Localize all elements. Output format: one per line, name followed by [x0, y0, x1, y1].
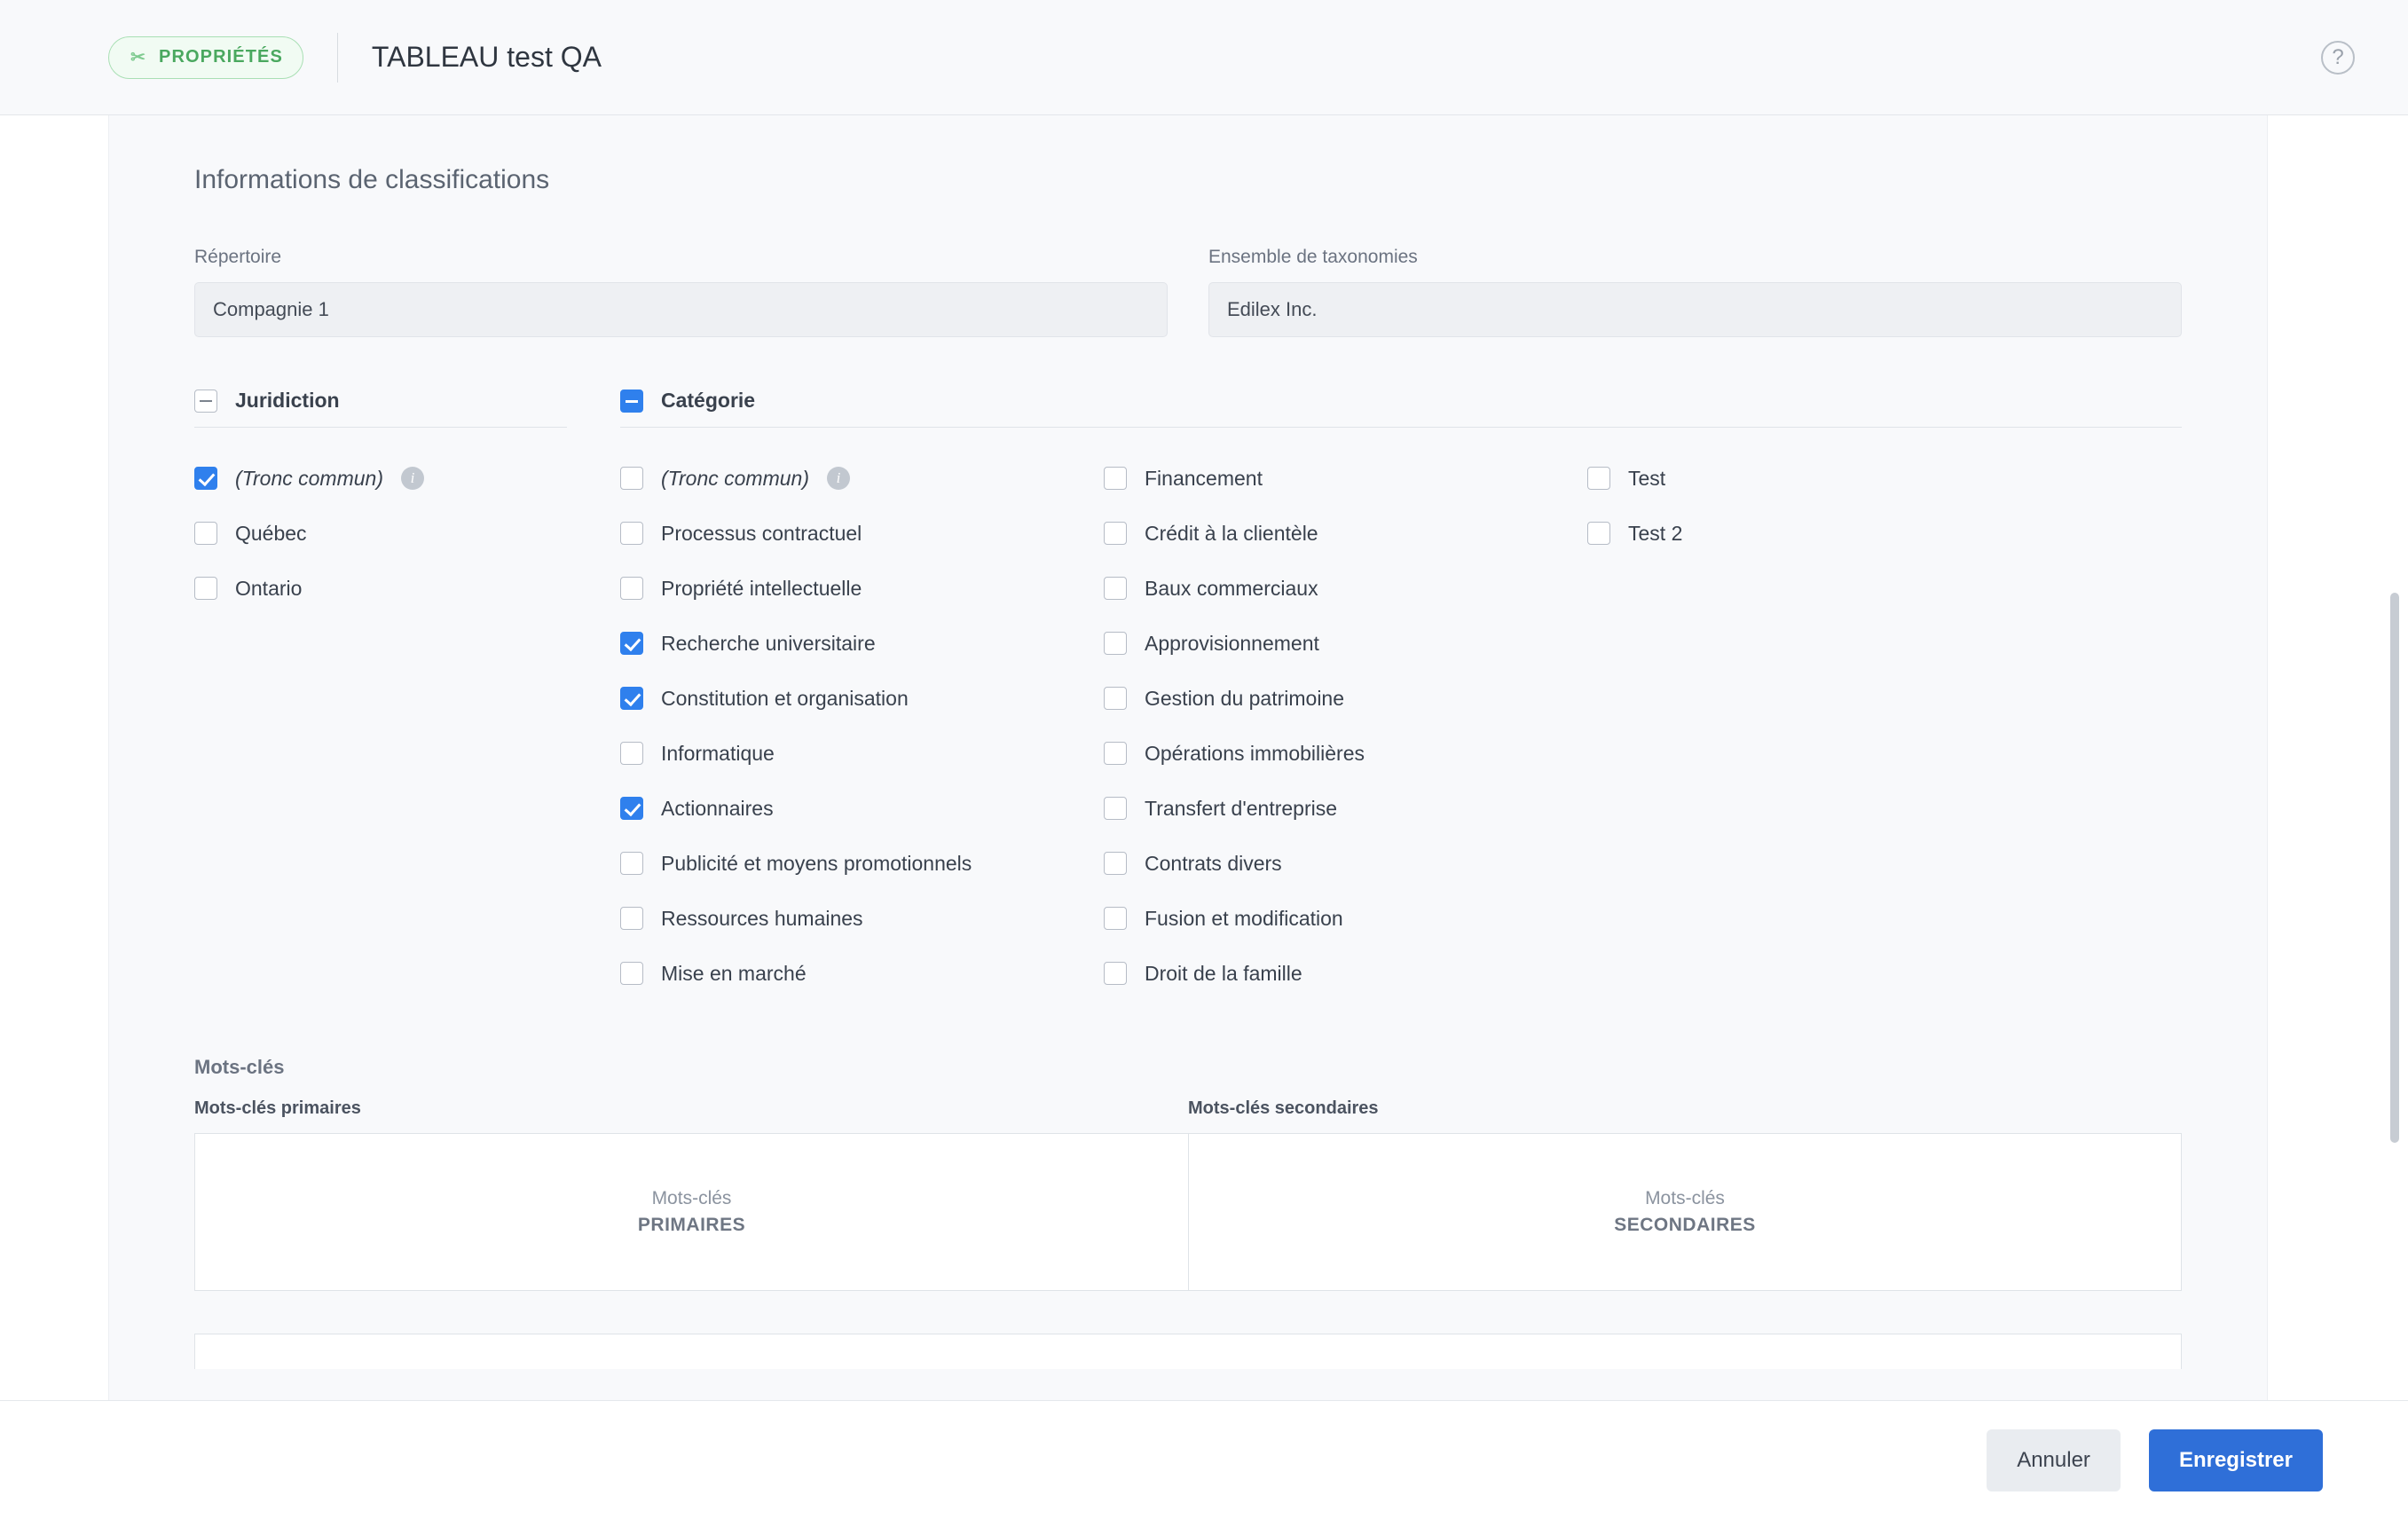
categorie-item-info-icon[interactable]: i: [827, 467, 850, 490]
categorie-item-label: Publicité et moyens promotionnels: [661, 851, 972, 875]
categorie-item-row[interactable]: [620, 616, 1104, 671]
categorie-item-label: Recherche universitaire: [661, 631, 876, 655]
categorie-item-checkbox[interactable]: [620, 467, 643, 490]
juridiction-item-row[interactable]: [194, 506, 567, 561]
vertical-scrollbar-thumb[interactable]: [2390, 593, 2399, 1143]
categorie-header: [620, 389, 2182, 428]
keywords-primary-placeholder-line2: PRIMAIRES: [637, 1215, 746, 1235]
categorie-column-3: [1587, 451, 1924, 1001]
fields-row: [194, 247, 2182, 337]
categorie-item-checkbox[interactable]: [620, 852, 643, 875]
categorie-item-checkbox[interactable]: [620, 577, 643, 600]
juridiction-item-checkbox[interactable]: [194, 577, 217, 600]
categorie-item-row[interactable]: [1104, 891, 1587, 946]
juridiction-item-checkbox[interactable]: [194, 467, 217, 490]
categorie-item-label: (Tronc commun): [661, 466, 809, 490]
categorie-item-row[interactable]: [1587, 506, 1924, 561]
juridiction-item-info-icon[interactable]: i: [401, 467, 424, 490]
categorie-item-checkbox[interactable]: [620, 687, 643, 710]
keywords-title: Mots-clés: [194, 1056, 285, 1078]
categorie-item-checkbox[interactable]: [1104, 907, 1127, 930]
juridiction-header: [194, 389, 567, 428]
categorie-grid: [620, 451, 2182, 1001]
keywords-secondary-dropzone[interactable]: [1188, 1133, 2182, 1291]
classification-columns: [194, 389, 2182, 1001]
repertoire-field: [194, 247, 1168, 337]
juridiction-item-label: (Tronc commun): [235, 466, 383, 490]
keywords-primary-dropzone[interactable]: [194, 1133, 1188, 1291]
categorie-item-row[interactable]: [620, 506, 1104, 561]
help-circle-icon[interactable]: ?: [2321, 41, 2355, 75]
categorie-item-checkbox[interactable]: [1587, 467, 1610, 490]
vertical-scrollbar-track[interactable]: [2388, 115, 2401, 1400]
categorie-select-all-checkbox[interactable]: [620, 390, 643, 413]
keywords-primary-col: [194, 1098, 1188, 1291]
categorie-item-label: Financement: [1145, 466, 1263, 490]
keywords-secondary-label: Mots-clés secondaires: [1188, 1098, 1379, 1118]
categorie-item-label: Contrats divers: [1145, 851, 1282, 875]
categorie-item-row[interactable]: [620, 836, 1104, 891]
categorie-item-row[interactable]: [620, 561, 1104, 616]
categorie-item-label: Test: [1628, 466, 1666, 490]
categorie-item-label: Approvisionnement: [1145, 631, 1319, 655]
categorie-item-row[interactable]: [1104, 561, 1587, 616]
categorie-item-label: Actionnaires: [661, 796, 774, 820]
repertoire-label: Répertoire: [194, 247, 282, 267]
app-header: [0, 0, 2408, 115]
keywords-secondary-placeholder-line2: SECONDAIRES: [1614, 1215, 1756, 1235]
categorie-column-1: [620, 451, 1104, 1001]
juridiction-list: [194, 451, 567, 616]
categorie-item-label: Ressources humaines: [661, 906, 863, 930]
categorie-item-checkbox[interactable]: [1104, 577, 1127, 600]
footer-actions: [0, 1400, 2408, 1519]
categorie-group: [620, 389, 2182, 1001]
categorie-item-checkbox[interactable]: [1104, 742, 1127, 765]
repertoire-input[interactable]: Compagnie 1: [194, 282, 1168, 337]
categorie-item-row[interactable]: [620, 781, 1104, 836]
taxonomies-field: [1208, 247, 2182, 337]
categorie-item-checkbox[interactable]: [1104, 852, 1127, 875]
categorie-item-label: Droit de la famille: [1145, 961, 1302, 985]
categorie-item-checkbox[interactable]: [1104, 467, 1127, 490]
categorie-item-row[interactable]: [620, 891, 1104, 946]
categorie-item-checkbox[interactable]: [1104, 687, 1127, 710]
categorie-item-checkbox[interactable]: [620, 797, 643, 820]
categorie-item-checkbox[interactable]: [620, 907, 643, 930]
categorie-item-row[interactable]: [620, 451, 1104, 506]
properties-badge[interactable]: [108, 36, 303, 79]
juridiction-item-label: Ontario: [235, 576, 303, 600]
categorie-item-label: Informatique: [661, 741, 775, 765]
keywords-primary-label: Mots-clés primaires: [194, 1098, 361, 1118]
categorie-item-checkbox[interactable]: [1587, 522, 1610, 545]
properties-badge-label: PROPRIÉTÉS: [159, 47, 283, 67]
categorie-item-label: Processus contractuel: [661, 521, 862, 545]
categorie-item-label: Crédit à la clientèle: [1145, 521, 1318, 545]
categorie-item-row[interactable]: [620, 946, 1104, 1001]
next-section-stub: [194, 1334, 2182, 1369]
categorie-column-2: [1104, 451, 1587, 1001]
categorie-item-checkbox[interactable]: [1104, 522, 1127, 545]
page-title: TABLEAU test QA: [371, 41, 602, 73]
categorie-item-checkbox[interactable]: [620, 522, 643, 545]
juridiction-item-row[interactable]: [194, 451, 567, 506]
categorie-item-label: Propriété intellectuelle: [661, 576, 862, 600]
header-divider: [337, 33, 338, 83]
categorie-item-label: Constitution et organisation: [661, 686, 909, 710]
cancel-button[interactable]: Annuler: [1987, 1429, 2121, 1491]
categorie-item-label: Transfert d'entreprise: [1145, 796, 1338, 820]
scissors-icon: ✂: [130, 47, 146, 67]
categorie-item-label: Test 2: [1628, 521, 1683, 545]
categorie-item-row[interactable]: [1104, 506, 1587, 561]
categorie-item-row[interactable]: [620, 726, 1104, 781]
keywords-primary-placeholder-line1: Mots-clés: [651, 1188, 732, 1208]
section-title: Informations de classifications: [194, 165, 550, 194]
juridiction-item-row[interactable]: [194, 561, 567, 616]
categorie-item-row[interactable]: [1587, 451, 1924, 506]
classification-panel: [108, 115, 2268, 1400]
juridiction-title: Juridiction: [235, 389, 340, 412]
keywords-secondary-col: [1188, 1098, 2182, 1291]
categorie-item-checkbox[interactable]: [620, 962, 643, 985]
categorie-item-row[interactable]: [1104, 836, 1587, 891]
categorie-title: Catégorie: [661, 389, 756, 412]
categorie-item-row[interactable]: [1104, 451, 1587, 506]
categorie-item-checkbox[interactable]: [620, 632, 643, 655]
categorie-item-label: Fusion et modification: [1145, 906, 1343, 930]
categorie-item-label: Mise en marché: [661, 961, 807, 985]
categorie-item-row[interactable]: [1104, 726, 1587, 781]
categorie-item-row[interactable]: [1104, 671, 1587, 726]
categorie-item-checkbox[interactable]: [620, 742, 643, 765]
taxonomies-label: Ensemble de taxonomies: [1208, 247, 1418, 267]
page-body: [0, 115, 2408, 1519]
categorie-item-label: Opérations immobilières: [1145, 741, 1365, 765]
save-button[interactable]: Enregistrer: [2149, 1429, 2323, 1491]
juridiction-select-all-checkbox[interactable]: [194, 390, 217, 413]
keywords-row: [194, 1098, 2182, 1291]
categorie-item-checkbox[interactable]: [1104, 797, 1127, 820]
categorie-item-checkbox[interactable]: [1104, 632, 1127, 655]
categorie-item-checkbox[interactable]: [1104, 962, 1127, 985]
categorie-item-row[interactable]: [620, 671, 1104, 726]
categorie-item-row[interactable]: [1104, 946, 1587, 1001]
categorie-item-label: Gestion du patrimoine: [1145, 686, 1345, 710]
categorie-item-row[interactable]: [1104, 781, 1587, 836]
juridiction-item-checkbox[interactable]: [194, 522, 217, 545]
juridiction-item-label: Québec: [235, 521, 307, 545]
categorie-item-label: Baux commerciaux: [1145, 576, 1318, 600]
taxonomies-input[interactable]: Edilex Inc.: [1208, 282, 2182, 337]
keywords-secondary-placeholder-line1: Mots-clés: [1645, 1188, 1725, 1208]
juridiction-group: [194, 389, 567, 1001]
categorie-item-row[interactable]: [1104, 616, 1587, 671]
